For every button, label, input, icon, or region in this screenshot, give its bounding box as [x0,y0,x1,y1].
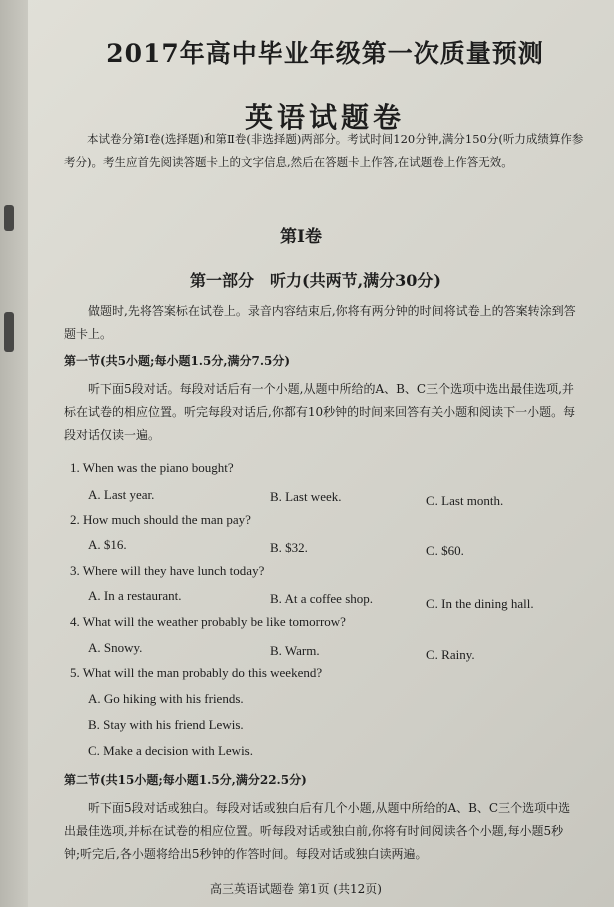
question-2: 2. How much should the man pay? [70,512,251,527]
volume-title: 第Ⅰ卷 [280,227,322,247]
option-c: C. Last month. [426,493,504,508]
section-instructions: 听下面5段对话或独白。每段对话或独白后有几个小题,从题中所给的A、B、C三个选项中选出最佳选项,并标在试卷的相应位置。听每段对话或独白前,你将有时间阅读各个小题,每小题5秒钟;听完后,各小题将给出5秒钟的作答时间。每段对话或独白读两遍。 [64,801,571,861]
part-instructions: 做题时,先将答案标在试卷上。录音内容结束后,你将有两分钟的时间将试卷上的答案转涂到答题卡上。 [64,304,576,341]
section-title: 第一节(共5小题;每小题1.5分,满分7.5分) [64,354,291,368]
binding-mark [4,312,14,352]
section-instructions: 听下面5段对话。每段对话后有一个小题,从题中所给的A、B、C三个选项中选出最佳选项,并标在试卷的相应位置。听完每段对话后,你都有10秒钟的时间来回答有关小题和阅读下一小题。每段对话仅读一遍。 [64,382,576,442]
option-a: A. $16. [88,537,127,552]
option-b: B. At a coffee shop. [270,591,374,606]
part-title: 第一部分 听力(共两节,满分30分) [190,271,441,290]
section-title: 第二节(共15小题;每小题1.5分,满分22.5分) [64,773,307,787]
binding-edge [0,0,28,907]
option-b: B. $32. [270,540,308,555]
question-3: 3. Where will they have lunch today? [70,563,265,578]
option-b: B. Warm. [270,643,320,658]
option-a: A. In a restaurant. [88,588,182,603]
binding-mark [4,205,14,231]
exam-subtitle: 英语试题卷 [244,101,405,134]
option-c: C. In the dining hall. [426,596,534,611]
option-c: C. $60. [426,543,464,558]
option-a: A. Snowy. [88,640,143,655]
option-a: A. Go hiking with his friends. [88,691,244,706]
question-1: 1. When was the piano bought? [70,460,234,475]
option-b: B. Last week. [270,489,342,504]
option-c: C. Rainy. [426,647,475,662]
option-b: B. Stay with his friend Lewis. [88,717,244,732]
option-c: C. Make a decision with Lewis. [88,743,253,758]
page-footer: 高三英语试题卷 第1页 (共12页) [210,882,382,896]
exam-title: 2017年高中毕业年级第一次质量预测 [106,39,544,68]
exam-intro: 本试卷分第Ⅰ卷(选择题)和第Ⅱ卷(非选择题)两部分。考试时间120分钟,满分150分(听力成绩算作参考分)。考生应首先阅读答题卡上的文字信息,然后在答题卡上作答,在试题卷上作答无效。 [64,132,584,169]
question-4: 4. What will the weather probably be like tomorrow? [70,614,346,629]
question-5: 5. What will the man probably do this weekend? [70,665,323,680]
option-a: A. Last year. [88,487,155,502]
